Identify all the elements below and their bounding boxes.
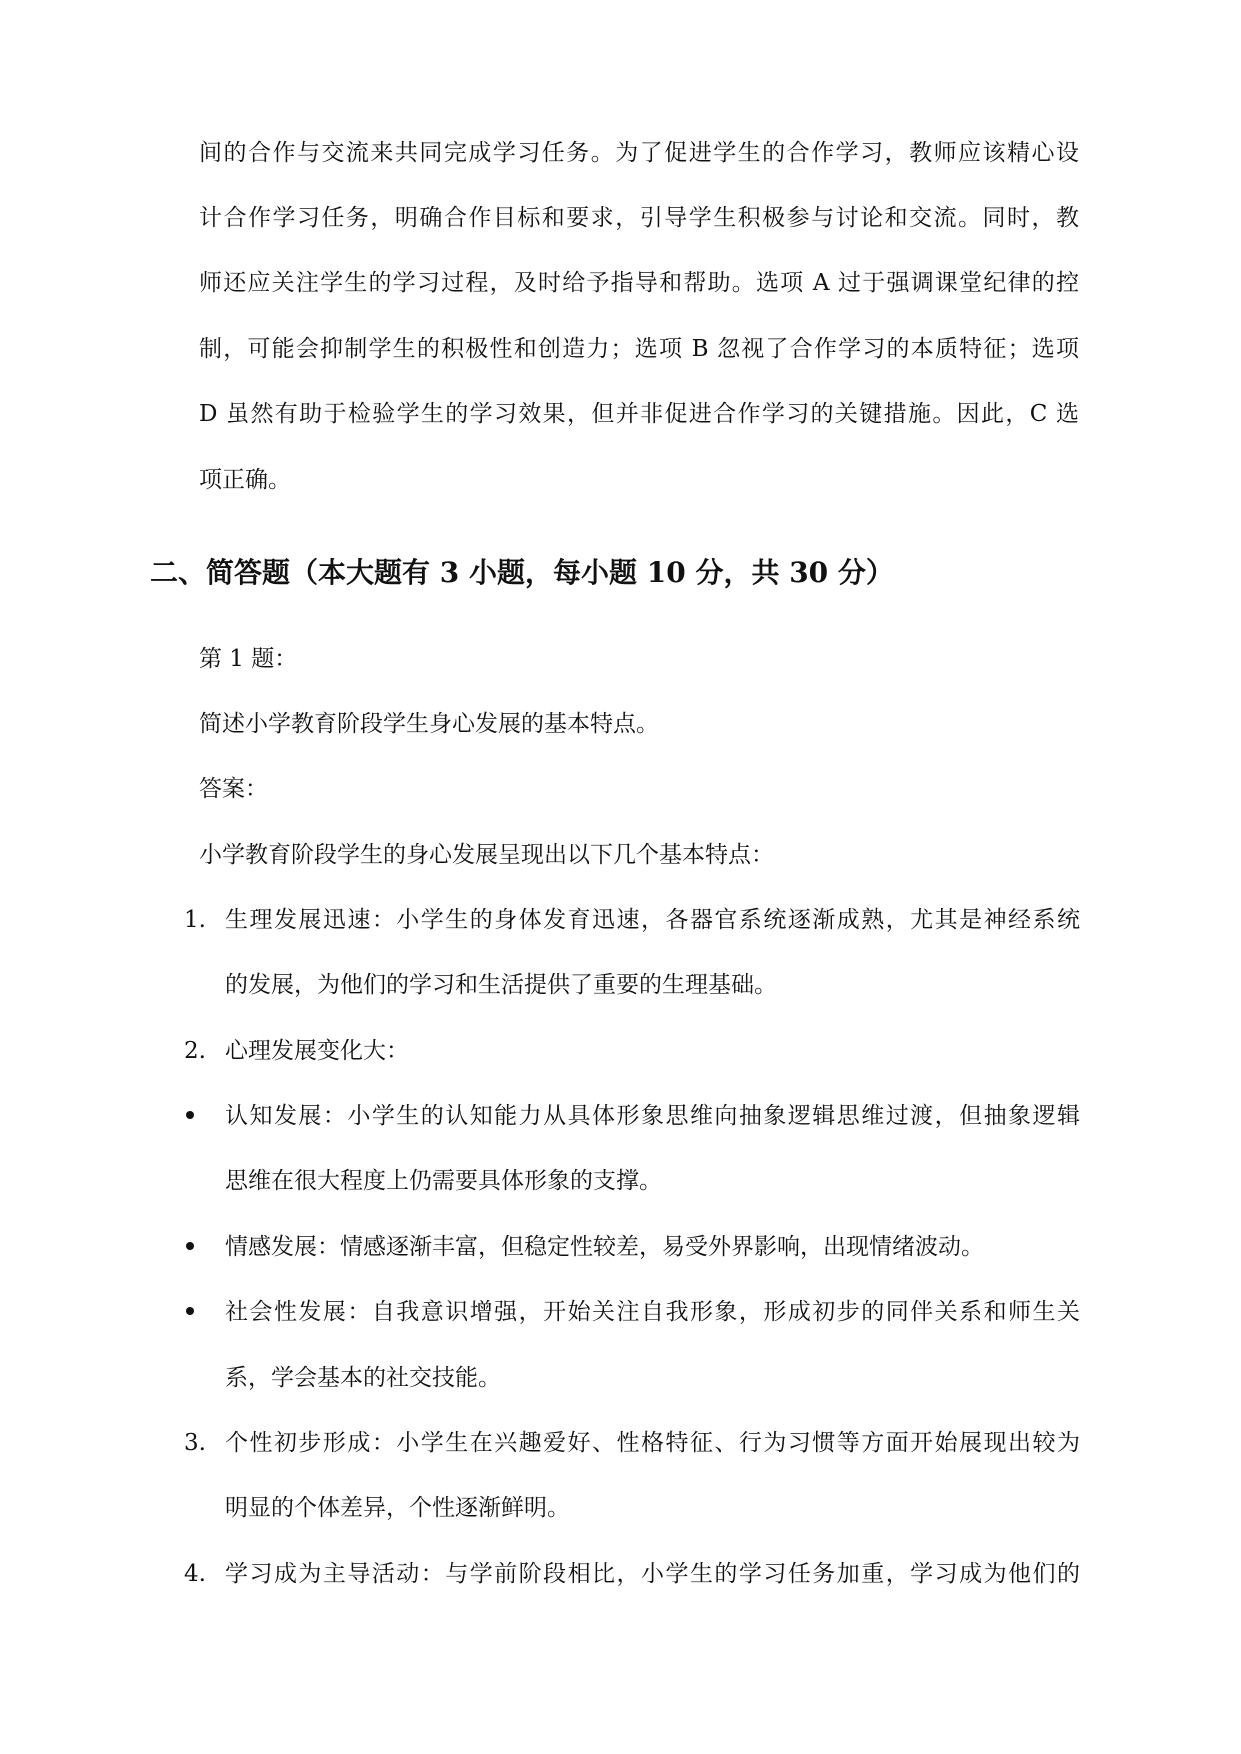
list-item-line: 思维在很大程度上仍需要具体形象的支撑。 — [225, 1168, 662, 1194]
list-item-line: 情感发展：情感逐渐丰富，但稳定性较差，易受外界影响，出现情绪波动。 — [225, 1234, 984, 1260]
bullet-icon — [186, 1307, 194, 1315]
list-item-line: 系，学会基本的社交技能。 — [225, 1365, 501, 1391]
answer-intro: 小学教育阶段学生的身心发展呈现出以下几个基本特点： — [199, 842, 774, 868]
list-item-line: 明显的个体差异，个性逐渐鲜明。 — [225, 1495, 570, 1521]
list-item-line: 社会性发展：自我意识增强，开始关注自我形象，形成初步的同伴关系和师生关 — [225, 1299, 1080, 1325]
answer-label: 答案： — [199, 776, 268, 802]
bullet-icon — [186, 1242, 194, 1250]
paragraph-line: 计合作学习任务，明确合作目标和要求，引导学生积极参与讨论和交流。同时，教 — [199, 205, 1079, 231]
paragraph-line: 师还应关注学生的学习过程，及时给予指导和帮助。选项 A 过于强调课堂纪律的控 — [199, 270, 1079, 296]
bullet-icon — [186, 1111, 194, 1119]
paragraph-line: 项正确。 — [199, 467, 291, 493]
list-item-line: 学习成为主导活动：与学前阶段相比，小学生的学习任务加重，学习成为他们的 — [225, 1561, 1080, 1587]
paragraph-line: D 虽然有助于检验学生的学习效果，但并非促进合作学习的关键措施。因此，C 选 — [199, 401, 1079, 427]
list-number: 3. — [184, 1430, 206, 1456]
question-label: 第 1 题： — [199, 646, 298, 672]
section-heading: 二、简答题（本大题有 3 小题，每小题 10 分，共 30 分） — [150, 556, 894, 589]
paragraph-line: 制，可能会抑制学生的积极性和创造力；选项 B 忽视了合作学习的本质特征；选项 — [199, 336, 1079, 362]
question-text: 简述小学教育阶段学生身心发展的基本特点。 — [199, 711, 659, 737]
list-number: 1. — [184, 907, 206, 933]
list-item-line: 心理发展变化大： — [225, 1038, 409, 1064]
list-item-line: 认知发展：小学生的认知能力从具体形象思维向抽象逻辑思维过渡，但抽象逻辑 — [225, 1103, 1080, 1129]
list-item-line: 生理发展迅速：小学生的身体发育迅速，各器官系统逐渐成熟，尤其是神经系统 — [225, 907, 1080, 933]
list-item-line: 的发展，为他们的学习和生活提供了重要的生理基础。 — [225, 972, 777, 998]
list-number: 2. — [184, 1038, 206, 1064]
list-number: 4. — [184, 1561, 206, 1587]
paragraph-line: 间的合作与交流来共同完成学习任务。为了促进学生的合作学习，教师应该精心设 — [199, 140, 1079, 166]
list-item-line: 个性初步形成：小学生在兴趣爱好、性格特征、行为习惯等方面开始展现出较为 — [225, 1430, 1080, 1456]
